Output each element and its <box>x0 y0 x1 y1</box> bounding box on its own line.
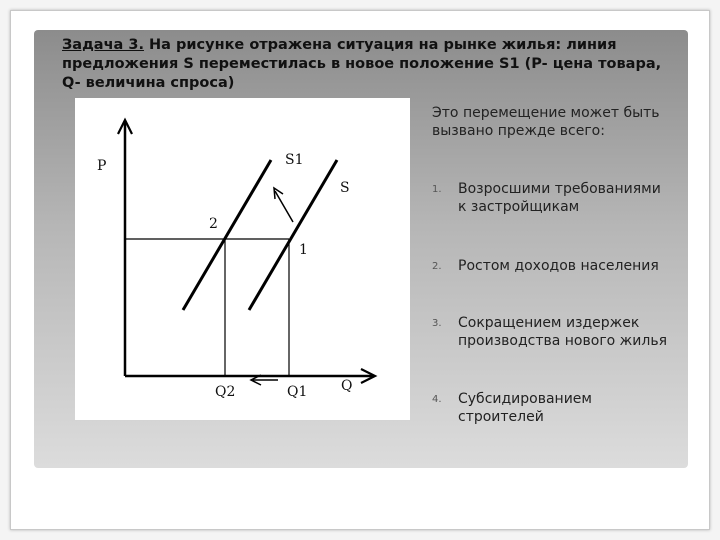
diagram-svg <box>75 98 410 420</box>
s-label: S <box>340 180 350 196</box>
q-axis-label: Q <box>341 378 353 394</box>
answer-number: 2. <box>432 261 442 272</box>
point-1-label: 1 <box>299 242 308 258</box>
supply-shift-diagram <box>75 98 410 420</box>
answer-text: Сокращением издержек производства нового жилья <box>458 315 668 349</box>
s1-label: S1 <box>285 152 304 168</box>
answer-text: Возросшими требованиями к застройщикам <box>458 181 661 215</box>
p-axis-label: P <box>97 158 107 174</box>
answer-text: Субсидированием строителей <box>458 391 592 425</box>
question-text: Это перемещение может быть вызвано прежде всего: <box>432 105 660 139</box>
shift-arrow-line <box>275 191 293 222</box>
answer-number: 3. <box>432 318 442 329</box>
q2-label: Q2 <box>215 384 236 400</box>
q1-label: Q1 <box>287 384 308 400</box>
task-number: Задача 3. <box>62 37 144 53</box>
supply-curve-s <box>249 160 337 310</box>
slide-title <box>62 36 678 93</box>
answer-number: 1. <box>432 184 442 195</box>
supply-curve-s1 <box>183 160 271 310</box>
answer-text: Ростом доходов населения <box>458 258 659 274</box>
task-text: На рисунке отражена ситуация на рынке жилья: линия предложения S переместилась в новое положение S1 (P- цена товара, Q- величина спроса) <box>62 37 662 91</box>
answer-number: 4. <box>432 394 442 405</box>
point-2-label: 2 <box>209 216 218 232</box>
